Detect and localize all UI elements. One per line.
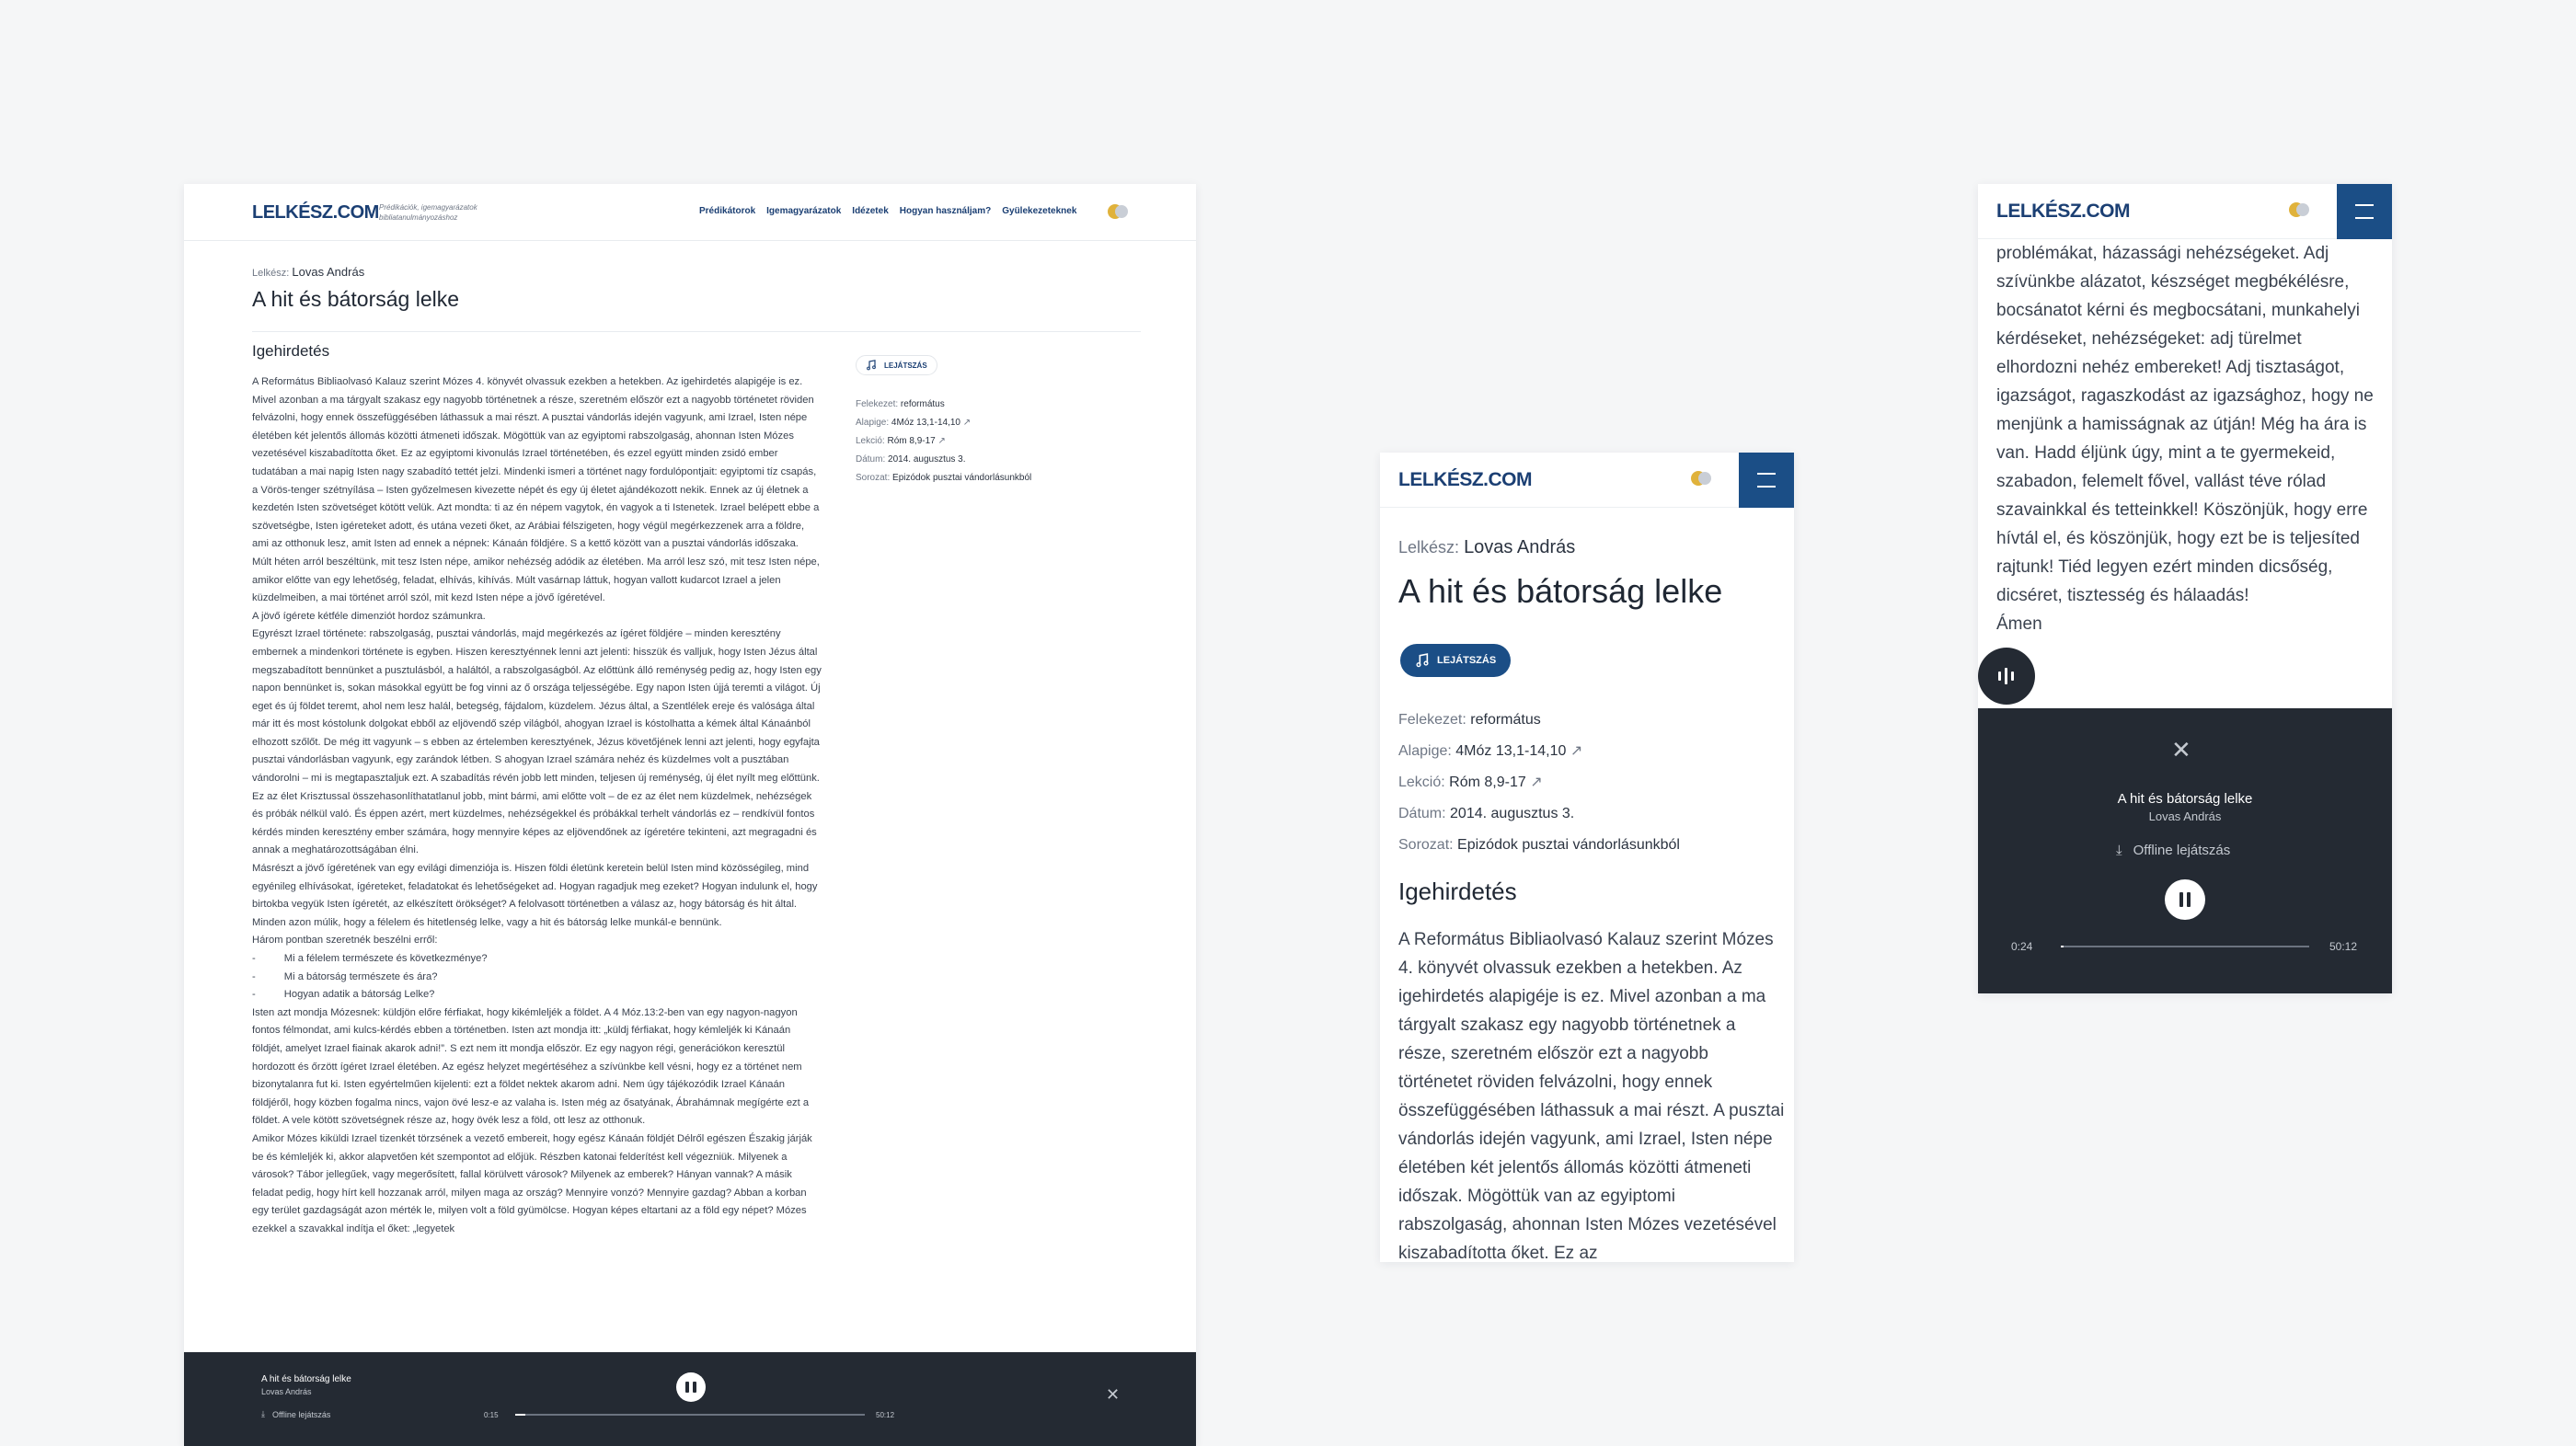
external-link-icon: ↗ (1570, 743, 1583, 759)
pause-icon (2179, 892, 2191, 907)
pause-button[interactable] (676, 1372, 706, 1402)
progress-fill (2061, 946, 2064, 947)
duration: 50:12 (2329, 940, 2358, 953)
mobile-view-player (1978, 184, 2392, 993)
mobile-header (1380, 453, 1794, 508)
sermon-text (252, 373, 822, 1239)
player-title: A hit és bátorság lelke (261, 1374, 351, 1384)
sermon-meta (1398, 705, 1680, 861)
close-icon[interactable]: ✕ (1106, 1385, 1121, 1404)
paragraph: Egyrészt Izrael története: rabszolgaság, pusztai vándorlás, majd megérkezés az ígéret földjére – minden keresztény embernek a mindenkori története is egyben. Hiszen keresztyénnek lenni azt jelenti: hisszük és valljuk, hogy Isten Jézus által megszabadított bennünket a pusztulásból, a haláltól, a rabszolgaságból. Az előttünk álló reménység pedig az, hogy Isten egy napon bennünket is, sokan másokkal együtt be fog vinni az ő országa teljességébe. Egy napon Isten újjá teremti a világot. Új eget és új földet teremt, ahol nem lesz halál, betegség, fájdalom, küzdelem. Jézus által, a Szentlélek ereje és valósága által már itt és most kóstolunk dolgokat ebből az eljövendő szép világból, ahogyan Izrael is kóstolhatta a kémek által Kánaánból elhozott szőlőt. De még itt vagyunk – s ebben az értelemben keresztyének, Jézus követőjének lenni azt jelenti, hogy egyfajta pusztai vándorlásban vagyunk, egy zarándok létben. S ahogyan Izrael számára nehéz és küzdelmes volt a pusztában vándorolni – mi is megtapasztaljuk ezt. A szabadítás révén jobb lett minden, teljesen új reménység, új élet nyílt meg előttünk. Ez az élet Krisztussal összehasonlíthatatlanul jobb, mint bármi, ami előtte volt – de ez az élet nem küzdelmek, nehézségek és próbák nélkül való. És éppen azért, mert küzdelmes, nehézségekkel és próbákkal terhelt vándorlás ez – rendkívül fontos kérdés minden keresztény ember számára, hogy mennyire képes az eljövendőnek az ígéretére tekinteni, azt megragadni és annak a meghatározottságában élni. (252, 628, 822, 856)
current-time: 0:24 (2011, 940, 2033, 953)
site-logo[interactable]: LELKÉSZ.COM (1398, 469, 1532, 490)
external-link-icon: ↗ (962, 418, 972, 428)
paragraph: Isten azt mondja Mózesnek: küldjön előre férfiakat, hogy kikémleljék a földet. A 4 Móz.13:2-ben van egy nagyon-nagyon fontos félmondat, ami kulcs-kérdés ebben a történetben. Isten azt mondja itt: „küldj férfiakat, hogy kémleljék ki Kánaán földjét, amelyet Izrael fiainak akarok adni!”. S ezt nem itt mondja először. Ez egy nagyon régi, generációkon keresztül hordozott és őrzött ígéret Izrael életében. Az egész helyzet megértéséhez a szívünkbe kell vésni, hogy ez a történet nem bizonytalanra fut ki. Isten egyértelműen kijelenti: ezt a földet nektek akarom adni. Nem úgy tájékozódik Izrael Kánaán földjéről, hogy közben fogalma nincs, vajon övé lesz-e az valaha is. Isten még az ősatyának, Ábrahámnak megígérte ezt a földet. A vele kötött szövetségnek része az, hogy övék lesz a föld, ott lesz az otthonuk. (252, 1006, 810, 1127)
player-artist: Lovas András (261, 1387, 312, 1396)
menu-button[interactable] (2337, 184, 2392, 239)
offline-button[interactable] (261, 1409, 330, 1419)
offline-label: Offline lejátszás (2133, 843, 2231, 858)
nav-item-howto[interactable]: Hogyan használjam? (899, 206, 992, 216)
list-item: - Mi a félelem természete és következménye? (252, 953, 488, 964)
progress-fill (515, 1414, 525, 1416)
pause-icon (685, 1382, 696, 1393)
amen-text: Ámen (1996, 614, 2042, 634)
section-title: Igehirdetés (1398, 878, 1517, 905)
progress-bar[interactable] (2061, 946, 2309, 947)
play-button[interactable] (1400, 644, 1511, 677)
player-title: A hit és bátorság lelke (2117, 791, 2253, 807)
close-icon[interactable]: ✕ (2171, 736, 2191, 763)
current-time: 0:15 (484, 1411, 499, 1419)
nav-item-congregations[interactable]: Gyülekezeteknek (1002, 206, 1077, 216)
site-logo[interactable]: LELKÉSZ.COM (252, 202, 379, 223)
preacher-label: Lelkész: (252, 268, 290, 279)
play-label: LEJÁTSZÁS (1437, 655, 1497, 666)
menu-button[interactable] (1739, 453, 1794, 508)
nav-item-quotes[interactable]: Idézetek (852, 206, 889, 216)
theme-toggle-icon[interactable] (1108, 204, 1126, 223)
audio-player (184, 1352, 1196, 1446)
main-nav (699, 206, 1076, 216)
offline-label: Offline lejátszás (271, 1409, 331, 1419)
paragraph: Másrészt a jövő ígéretének van egy evilági dimenziója is. Hiszen földi életünk keretein belül Isten mind közösségileg, mind egyénileg elhívásokat, ígéreteket, feladatokat és lehetőségeket ad. Hogyan ragadjuk meg ezeket? Hogyan indulunk el, hogy birtokba vegyük Isten ígéretét, az elkészített örökséget? A felolvasott történetben a válasz az, hogy bátorság és hit által. Minden azon múlik, hogy a félelem és hitetlenség lelke, vagy a hit és bátorság lelke munkál-e bennünk. (252, 863, 818, 928)
sermon-text-end (1996, 239, 2383, 638)
duration: 50:12 (876, 1411, 895, 1419)
nav-item-commentaries[interactable]: Igemagyarázatok (766, 206, 842, 216)
meta-text[interactable]: Alapige: 4Móz 13,1-14,10 ↗ (1398, 743, 1583, 759)
mobile-view-top (1380, 453, 1794, 1262)
meta-lection[interactable]: Lekció: Róm 8,9-17 ↗ (856, 436, 946, 446)
sermon-text: A Református Bibliaolvasó Kalauz szerint Mózes 4. könyvét olvassuk ezekben a hetekben. Az igehirdetés alapigéje is ez. Mivel azonban a ma tárgyalt szakasz egy nagyobb történetnek a része, szeretném először ezt a nagyobb történetet röviden felvázolni, hogy ennek összefüggésében láthassuk a mai részt. A pusztai vándorlás idején vagyunk, ami Izrael, Isten népe életében két jelentős állomás közötti átmeneti időszak. Mögöttük van az egyiptomi rabszolgaság, ahonnan Isten Mózes vezetésével kiszabadította őket. Ez az (1398, 930, 1785, 1262)
prayer-text: problémákat, házassági nehézségeket. Adj szívünkbe alázatot, készséget megbékélésre, bocsánatot kérni és megbocsátani, munkahelyi kérdéseket, nehézségeket: adj türelmet elhordozni nehéz embereket! Adj tisztaságot, igazságot, ragaszkodást az igazsághoz, hogy ne menjünk a hamisságnak az útján! Még ha ára is van. Hadd éljünk úgy, mint a te gyermekeid, szabadon, felemelt fővel, vallást téve rólad szavainkkal és tetteinkkel! Köszönjük, hogy erre hívtál el, és köszönjük, hogy ezt be is teljesíted rajtunk! Tiéd legyen ezért minden dicsőség, dicséret, tisztesség és hálaadás! (1996, 244, 2374, 605)
meta-series[interactable]: Sorozat: Epizódok pusztai vándorlásunkból (856, 473, 1032, 483)
sermon-sidebar (856, 355, 1132, 488)
meta-date: Dátum: 2014. augusztus 3. (856, 454, 966, 465)
desktop-view (184, 184, 1196, 1446)
page-title: A hit és bátorság lelke (1398, 572, 1723, 610)
external-link-icon: ↗ (937, 436, 946, 446)
list-item: - Hogyan adatik a bátorság Lelke? (252, 989, 435, 1001)
paragraph: Múlt héten arról beszéltünk, mit tesz Isten népe, amikor nehézség adódik az életében. Ma arról lesz szó, mit tesz Isten népe, amikor előtte van egy lehetőség, feladat, elhívás, kihívás. Múlt vasárnap láttuk, hogyan vallott kudarcot Izrael a jelen küzdelmeiben, a mai történet arról szól, mit kezd Isten népe a jövő ígéretével. (252, 556, 820, 604)
meta-date: Dátum: 2014. augusztus 3. (1398, 806, 1575, 821)
preacher-name[interactable]: Lovas András (292, 265, 365, 279)
play-button[interactable] (856, 355, 937, 375)
paragraph: A Református Bibliaolvasó Kalauz szerint Mózes 4. könyvét olvassuk ezekben a hetekben. Az igehirdetés alapigéje is ez. Mivel azonban a ma tárgyalt szakasz egy nagyobb történetnek a része, szeretném először ezt a nagyobb történetet röviden felvázolni, hogy ennek összefüggésében láthassuk a mai részt. A pusztai vándorlás idején vagyunk, ami Izrael, Isten népe életében két jelentős állomás közötti átmeneti időszak. Mögöttük van az egyiptomi rabszolgaság, ahonnan Isten Mózes vezetésével kiszabadította őket. Ez az egyiptomi kivonulás Izrael történetében, és ezzel együtt minden zsidó ember tudatában a mai napig Isten nagy szabadító tettét jelzi. Mindenki ismeri a történet nagy fordulópontjait: egyiptomi tíz csapás, a Vörös-tenger szétnyílása – Isten győzelmesen kivezette népét és egy új életet ajándékozott nekik. Ennek az új életnek a kezdetén Isten szövetséget kötött velük. Azt mondta: ti az én népem vagytok, én vagyok a ti Istenetek. Izrael belépett ebbe a szövetségbe, Isten igéreteket adott, és utána vezeti őket, az Arábiai félszigeten, hogy végül megérkezzenek arra a földre, ami az otthonuk lesz, amit Isten ad ennek a népnek: Kánaán földjére. S a kettő között van a pusztai vándorlás időszaka. (252, 376, 820, 550)
offline-button[interactable] (2116, 843, 2230, 858)
music-note-icon (1415, 653, 1430, 668)
site-tagline: Prédikációk, igemagyarázatok bibliatanulmányozáshoz (379, 203, 477, 222)
paragraph: Három pontban szeretnék beszélni erről: (252, 935, 438, 947)
music-note-icon (866, 360, 877, 371)
meta-denomination: Felekezet: református (856, 399, 945, 409)
theme-toggle-icon[interactable] (1691, 471, 1709, 489)
player-artist: Lovas András (2148, 809, 2222, 823)
page-title: A hit és bátorság lelke (252, 287, 460, 311)
mobile-header (1978, 184, 2392, 239)
audio-toggle-button[interactable] (1978, 648, 2035, 705)
download-icon: ⤓ (261, 1409, 265, 1418)
meta-series[interactable]: Sorozat: Epizódok pusztai vándorlásunkból (1398, 837, 1680, 853)
meta-lection[interactable]: Lekció: Róm 8,9-17 ↗ (1398, 775, 1543, 790)
meta-denomination: Felekezet: református (1398, 712, 1541, 728)
external-link-icon: ↗ (1530, 775, 1543, 790)
download-icon: ⤓ (2116, 843, 2122, 858)
preacher-line (1398, 537, 1575, 558)
pause-button[interactable] (2165, 879, 2205, 920)
section-title: Igehirdetés (252, 342, 330, 360)
nav-item-preachers[interactable]: Prédikátorok (699, 206, 756, 216)
site-header (184, 184, 1196, 241)
site-logo[interactable]: LELKÉSZ.COM (1996, 201, 2130, 222)
progress-bar[interactable] (515, 1414, 865, 1416)
paragraph: A jövő ígérete kétféle dimenziót hordoz számunkra. (252, 610, 486, 622)
theme-toggle-icon[interactable] (2289, 202, 2307, 221)
play-label: LEJÁTSZÁS (884, 361, 927, 370)
paragraph: Amikor Mózes kiküldi Izrael tizenkét törzsének a vezető embereit, hogy egész Kánaán földjét Délről egészen Északig járják be és kémleljék ki, akkor alapvetően két szempontot ad előjük. Részben katonai felderítést kell végezniük. Milyenek a városok? Tábor jellegűek, vagy megerősített, fallal körülvett városok? Milyenek az emberek? Hányan vannak? A másik feladat pedig, hogy hírt kell hozzanak arról, milyen maga az ország? Mennyire vonzó? Mennyire gazdag? Abban a korban egy terület gazdagságát azon mérték le, milyen volt a föld gyümölcse. Hogyan képes eltartani az a föld egy népet? Mózes ezekkel a szavakkal indítja el őket: „legyetek (252, 1132, 812, 1234)
audio-player-expanded (1978, 708, 2392, 993)
divider (252, 331, 1141, 332)
preacher-line (252, 265, 364, 279)
meta-text[interactable]: Alapige: 4Móz 13,1-14,10 ↗ (856, 418, 972, 428)
preacher-label: Lelkész: (1398, 538, 1460, 557)
preacher-name[interactable]: Lovas András (1464, 537, 1576, 557)
sermon-meta (856, 396, 1132, 488)
list-item: - Mi a bátorság természete és ára? (252, 970, 438, 982)
